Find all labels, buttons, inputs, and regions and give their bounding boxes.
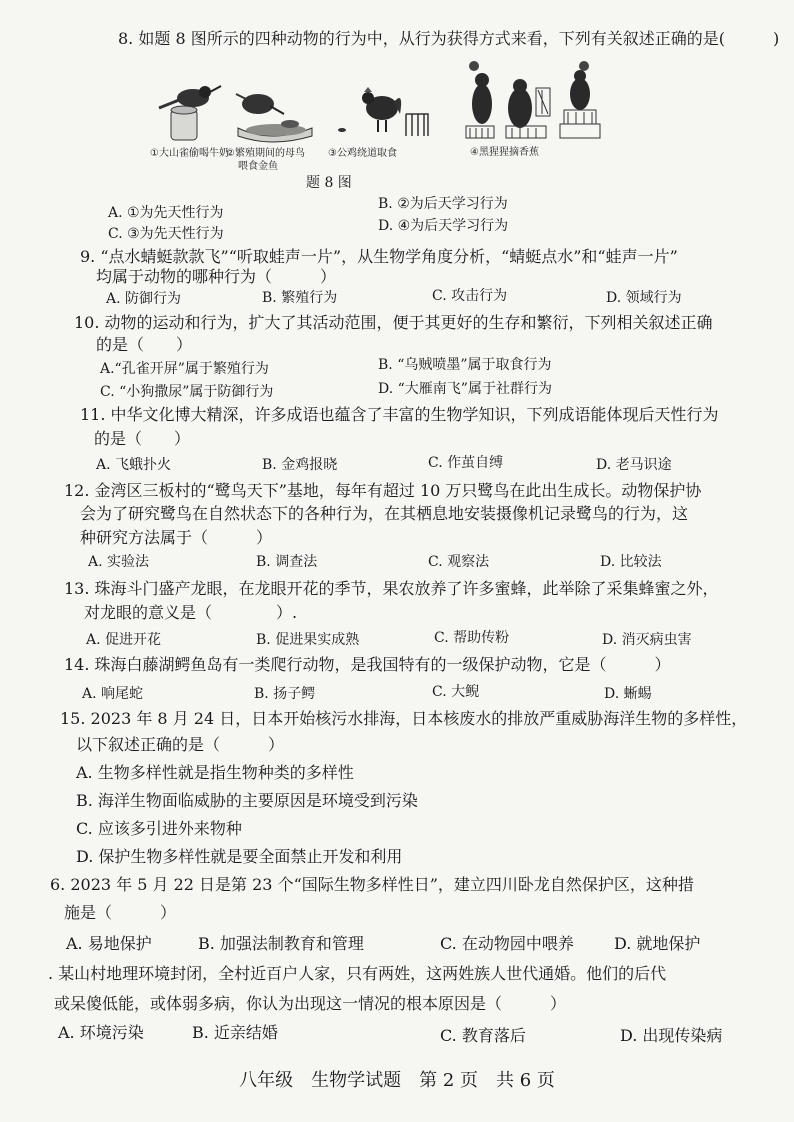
q9-line1: 9. “点水蜻蜓款款飞”“听取蛙声一片”，从生物学角度分析，“蜻蜓点水”和“蛙声一片” [80,247,678,266]
q16-option-a: A. 易地保护 [66,934,152,953]
q17-option-a: A. 环境污染 [58,1023,144,1042]
q16-option-b: B. 加强法制教育和管理 [198,934,364,953]
q10-option-a: A.“孔雀开屏”属于繁殖行为 [100,361,269,377]
q16-line1: 6. 2023 年 5 月 22 日是第 23 个“国际生物多样性日”，建立四川卧龙自然保护区，这种措 [50,875,694,894]
q8-caption-2b: 喂食金鱼 [238,161,278,172]
q8-option-a: A. ①为先天性行为 [108,205,224,221]
page-footer: 八年级 生物学试题 第 2 页 共 6 页 [239,1070,555,1091]
q9-option-a: A. 防御行为 [106,291,182,307]
q8-option-d: D. ④为后天学习行为 [378,218,509,234]
q15-option-c: C. 应该多引进外来物种 [76,819,242,838]
q9-option-c: C. 攻击行为 [432,288,508,304]
q13-option-d: D. 消灭病虫害 [602,632,692,648]
q15-option-a: A. 生物多样性就是指生物种类的多样性 [76,763,354,782]
q14-line1: 14. 珠海白藤湖鳄鱼岛有一类爬行动物，是我国特有的一级保护动物，它是（ ） [64,655,671,674]
q10-line1: 10. 动物的运动和行为，扩大了其活动范围，便于其更好的生存和繁衍，下列相关叙述正确 [74,313,713,332]
q17-line2: 或呆傻低能，或体弱多病，你认为出现这一情况的根本原因是（ ） [54,994,567,1013]
q8-figure-label: 题 8 图 [306,175,352,191]
bird-feeding-fish-icon [232,88,318,144]
q12-line1: 12. 金湾区三板村的“鹭鸟天下”基地，每年有超过 10 万只鹭鸟在此出生成长。动物保护协 [64,481,702,500]
q9-option-d: D. 领域行为 [606,290,682,306]
q15-option-b: B. 海洋生物面临威胁的主要原因是环境受到污染 [76,791,418,810]
q10-option-b: B. “乌贼喷墨”属于取食行为 [378,357,552,373]
q11-line2: 的是（ ） [94,429,191,448]
q13-line2: 对龙眼的意义是（ ）. [84,603,298,622]
q8-caption-3: ③公鸡绕道取食 [328,148,397,159]
rooster-detour-icon [338,84,430,140]
q12-line3: 种研究方法属于（ ） [80,528,273,547]
q12-line2: 会为了研究鹭鸟在自然状态下的各种行为，在其栖息地安装摄像机记录鹭鸟的行为，这 [80,504,689,523]
q11-option-c: C. 作茧自缚 [428,455,504,471]
q11-option-a: A. 飞蛾扑火 [96,457,172,473]
q8-caption-2: ②繁殖期间的母鸟 [226,148,305,159]
q13-option-c: C. 帮助传粉 [434,630,510,646]
q9-line2: 均属于动物的哪种行为（ ） [96,267,337,286]
q8-caption-1: ①大山雀偷喝牛奶 [150,148,229,159]
q14-option-d: D. 蜥蜴 [604,686,652,702]
q17-option-c: C. 教育落后 [440,1026,526,1045]
q12-option-a: A. 实验法 [88,554,150,570]
q16-option-d: D. 就地保护 [614,934,701,953]
q8-option-b: B. ②为后天学习行为 [378,196,508,212]
q8-option-c: C. ③为先天性行为 [108,226,224,242]
q13-option-a: A. 促进开花 [86,632,162,648]
bird-drinking-milk-icon [155,80,225,142]
q8-caption-4: ④黑猩猩摘香蕉 [470,147,539,158]
q12-option-b: B. 调查法 [256,554,318,570]
q12-option-c: C. 观察法 [428,554,490,570]
q11-option-b: B. 金鸡报晓 [262,457,338,473]
q15-line2: 以下叙述正确的是（ ） [76,735,285,754]
q14-option-c: C. 大鲵 [432,684,480,700]
q13-line1: 13. 珠海斗门盛产龙眼，在龙眼开花的季节，果农放养了许多蜜蜂，此举除了采集蜂蜜之外， [64,579,719,598]
q15-option-d: D. 保护生物多样性就是要全面禁止开发和利用 [76,847,403,866]
q12-option-d: D. 比较法 [600,554,662,570]
q10-option-d: D. “大雁南飞”属于社群行为 [378,381,552,397]
q16-option-c: C. 在动物园中喂养 [440,934,574,953]
q15-line1: 15. 2023 年 8 月 24 日，日本开始核污水排海，日本核废水的排放严重威胁海洋生物的多样性， [60,709,748,728]
q9-option-b: B. 繁殖行为 [262,290,338,306]
q10-line2: 的是（ ） [96,335,193,354]
chimpanzee-banana-icon [458,58,608,142]
q14-option-b: B. 扬子鳄 [254,686,316,702]
q11-option-d: D. 老马识途 [596,457,672,473]
q11-line1: 11. 中华文化博大精深，许多成语也蕴含了丰富的生物学知识，下列成语能体现后天性行为 [80,405,719,424]
q17-option-d: D. 出现传染病 [620,1026,723,1045]
q10-option-c: C. “小狗撒尿”属于防御行为 [100,384,274,400]
q14-option-a: A. 响尾蛇 [82,686,144,702]
q8-stem: 8. 如题 8 图所示的四种动物的行为中，从行为获得方式来看，下列有关叙述正确的是( ) [118,29,780,48]
q13-option-b: B. 促进果实成熟 [256,632,360,648]
q17-option-b: B. 近亲结婚 [192,1023,278,1042]
q17-line1: . 某山村地理环境封闭，全村近百户人家，只有两姓，这两姓族人世代通婚。他们的后代 [48,964,667,983]
q16-line2: 施是（ ） [64,903,177,922]
